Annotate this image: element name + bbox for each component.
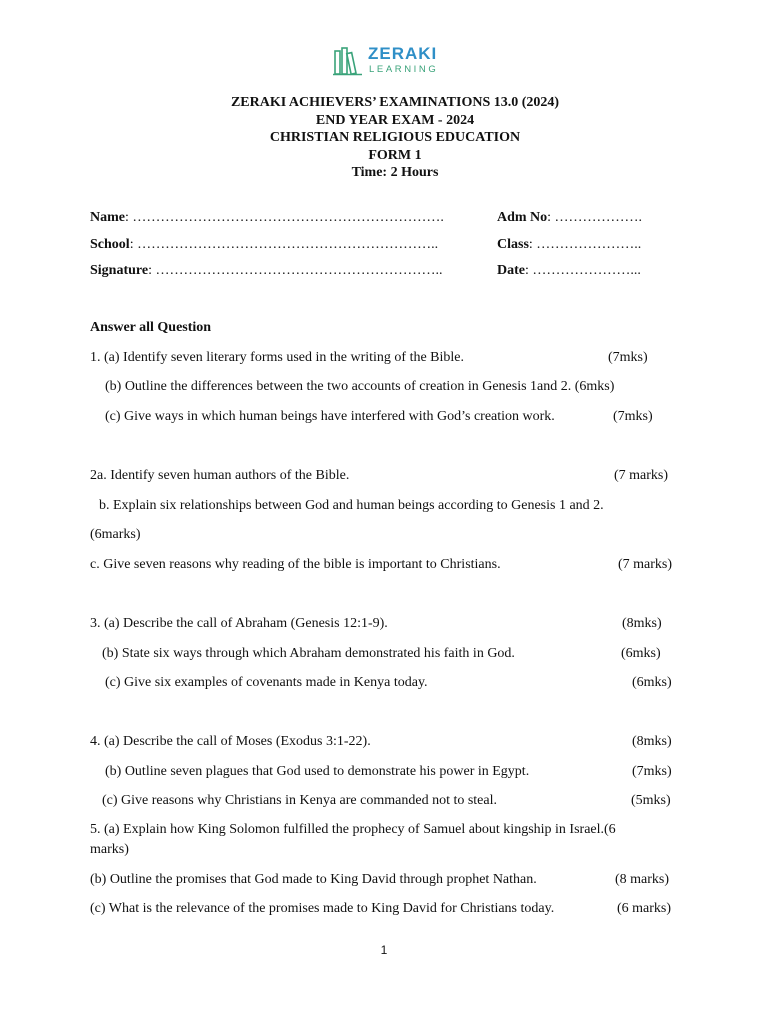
question-2a-marks: (7 marks) <box>614 468 669 483</box>
class-blank[interactable]: : ………………….. <box>528 237 642 252</box>
name-field[interactable] <box>90 210 444 226</box>
question-3b: (b) State six ways through which Abraham demonstrated his faith in God. <box>102 646 515 661</box>
question-5c-marks: (6 marks) <box>617 901 672 916</box>
question-4a-marks: (8mks) <box>632 734 672 749</box>
subject-title: CHRISTIAN RELIGIOUS EDUCATION <box>269 130 521 145</box>
question-4b-marks: (7mks) <box>632 764 672 779</box>
question-5a-continued: marks) <box>90 842 129 857</box>
question-2c-marks: (7 marks) <box>618 557 673 572</box>
school-blank[interactable]: : ……………………………………………………….. <box>129 237 439 252</box>
question-2a: 2a. Identify seven human authors of the Bible. <box>90 468 350 483</box>
question-3b-marks: (6mks) <box>621 646 661 661</box>
zeraki-logo <box>333 44 443 78</box>
signature-blank[interactable]: : …………………………………………………….. <box>148 263 443 278</box>
date-blank[interactable]: : …………………... <box>525 263 641 278</box>
page-number: 1 <box>380 943 388 957</box>
adm-no-blank[interactable]: : ………………. <box>547 210 643 225</box>
adm-no-field[interactable] <box>497 210 642 226</box>
signature-label: Signature <box>90 263 149 278</box>
name-label: Name <box>90 210 125 225</box>
instruction: Answer all Question <box>90 320 212 335</box>
class-label: Class <box>497 237 529 252</box>
form-level: FORM 1 <box>368 147 422 163</box>
signature-field[interactable] <box>90 263 442 279</box>
school-field[interactable] <box>90 237 438 253</box>
question-1b: (b) Outline the differences between the two accounts of creation in Genesis 1and 2. (6mks) <box>105 379 615 394</box>
question-1a-marks: (7mks) <box>608 350 648 365</box>
exam-title: END YEAR EXAM - 2024 <box>315 112 475 128</box>
question-4b: (b) Outline seven plagues that God used to demonstrate his power in Egypt. <box>105 764 530 779</box>
exam-series-title: ZERAKI ACHIEVERS’ EXAMINATIONS 13.0 (2024) <box>230 95 560 110</box>
question-3c-marks: (6mks) <box>632 675 672 690</box>
books-icon <box>333 46 363 76</box>
question-4c: (c) Give reasons why Christians in Kenya are commanded not to steal. <box>102 793 498 808</box>
question-1c: (c) Give ways in which human beings have interfered with God’s creation work. <box>105 409 555 424</box>
school-label: School <box>90 237 130 252</box>
exam-header <box>0 94 768 182</box>
question-5c: (c) What is the relevance of the promises made to King David for Christians today. <box>90 901 555 916</box>
class-field[interactable] <box>497 237 641 253</box>
question-2b-marks: (6marks) <box>90 527 141 542</box>
date-field[interactable] <box>497 263 641 279</box>
question-2b: b. Explain six relationships between God and human beings according to Genesis 1 and 2. <box>99 498 604 513</box>
question-1a: 1. (a) Identify seven literary forms used in the writing of the Bible. <box>90 350 465 365</box>
exam-duration: Time: 2 Hours <box>351 165 439 180</box>
question-2c: c. Give seven reasons why reading of the bible is important to Christians. <box>90 557 501 572</box>
question-3c: (c) Give six examples of covenants made in Kenya today. <box>105 675 428 690</box>
name-blank[interactable]: : …………………………………………………………. <box>125 210 444 225</box>
logo-wordmark: ZERAKI <box>368 44 438 63</box>
date-label: Date <box>497 263 525 278</box>
logo-subtitle: LEARNING <box>369 64 439 75</box>
question-1c-marks: (7mks) <box>613 409 653 424</box>
question-5b: (b) Outline the promises that God made to King David through prophet Nathan. <box>90 872 537 887</box>
question-4a: 4. (a) Describe the call of Moses (Exodus 3:1-22). <box>90 734 371 749</box>
question-4c-marks: (5mks) <box>631 793 671 808</box>
question-5b-marks: (8 marks) <box>615 872 670 887</box>
question-3a-marks: (8mks) <box>622 616 662 631</box>
question-3a: 3. (a) Describe the call of Abraham (Genesis 12:1-9). <box>90 616 388 631</box>
adm-no-label: Adm No <box>497 210 548 225</box>
question-5a: 5. (a) Explain how King Solomon fulfilled the prophecy of Samuel about kingship in Israel.(6 <box>90 822 616 837</box>
